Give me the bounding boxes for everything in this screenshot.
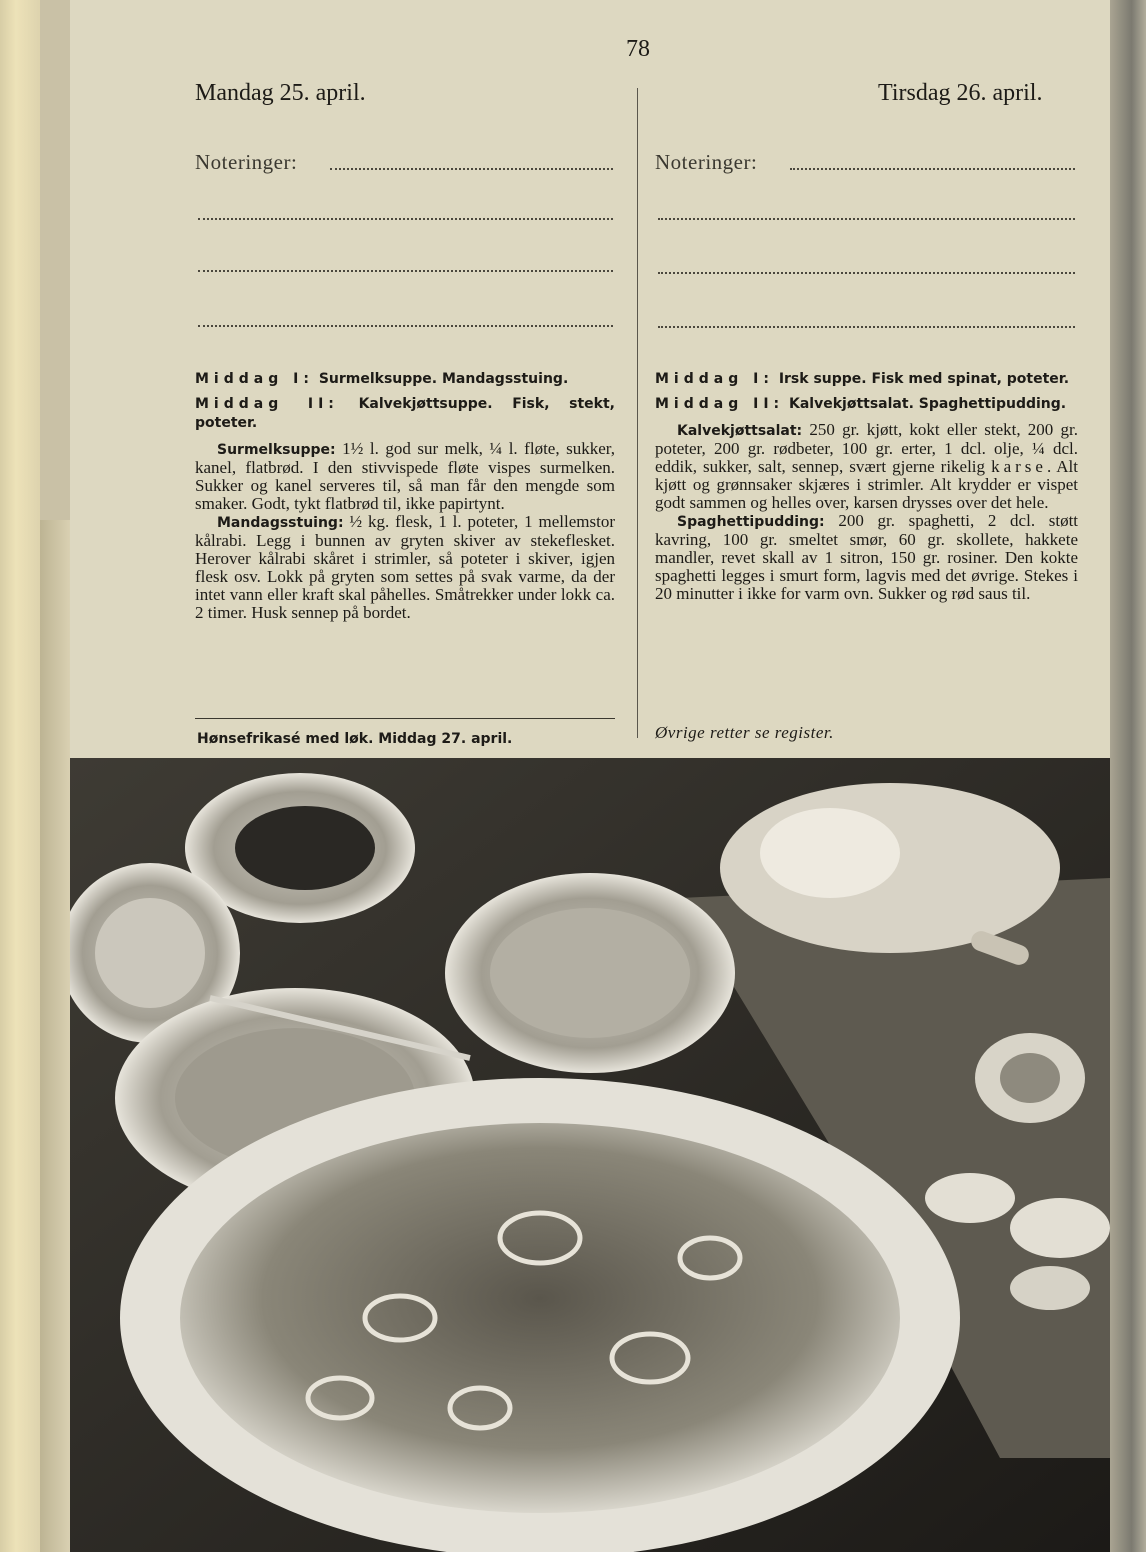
notes-label-right: Noteringer: [655, 150, 758, 174]
recipe-mandagsstuing: Mandagsstuing: ½ kg. flesk, 1 l. poteter, 1 mellemstor kålrabi. Legg i bunnen av gryten skiver av stekeflesket. Herover kålrabi skåret i strimler, så poteter i skiver, igjen flesk osv. Lokk på gryten som settes på svak varme, da der intet vann eller kraft skal påhelles. Småtrekker under lokk ca. 2 timer. Husk sennep på bordet. [195, 512, 615, 622]
left-column [195, 370, 615, 622]
notes-line [198, 270, 613, 272]
footer-left: Hønsefrikasé med løk. Middag 27. april. [197, 731, 513, 747]
right-column [655, 370, 1078, 603]
notes-line [330, 168, 613, 170]
notes-line [790, 168, 1075, 170]
menu-left-1: Middag I: Surmelksuppe. Mandagsstuing. [195, 371, 569, 387]
menu-left-2: Middag II: Kalvekjøttsuppe. Fisk, stekt, poteter. [195, 396, 615, 431]
recipe-kalvekjottsalat: Kalvekjøttsalat: 250 gr. kjøtt, kokt eller stekt, 200 gr. poteter, 200 gr. rødbeter, 100 gr. erter, 1 dcl. olje, ¼ dcl. eddik, sukker, salt, sennep, svært gjerne rikelig karse. Alt kjøtt og grønnsaker skjæres i strimler. Alt krydder er vispet godt sammen og helles over, karsen drysses over det hele. [655, 420, 1078, 512]
notes-line [658, 326, 1075, 328]
recipe-surmelksuppe: Surmelksuppe: 1½ l. god sur melk, ¼ l. fløte, sukker, kanel, flatbrød. I den stivvispede fløte vispes surmelken. Sukker og kanel serveres til, så man får den mengde som smaker. Godt, tykt flatbrød til, ikke papirtynt. [195, 439, 615, 513]
recipe-spaghettipudding: Spaghettipudding: 200 gr. spaghetti, 2 dcl. støtt kavring, 100 gr. smeltet smør, 60 gr. skollete, hakkete mandler, revet skall av 1 sitron, 150 gr. rosiner. Den kokte spaghetti legges i smurt form, lagvis med det øvrige. Stekes i 20 minutter i ikke for varm ovn. Sukker og rød saus til. [655, 511, 1079, 603]
notes-label-left: Noteringer: [195, 150, 298, 174]
date-right: Tirsdag 26. april. [878, 80, 1043, 106]
onion-slice [925, 1173, 1015, 1223]
menu-right-1: Middag I: Irsk suppe. Fisk med spinat, poteter. [655, 371, 1070, 387]
onion-slice [1010, 1198, 1110, 1258]
page-edge [1110, 0, 1146, 1552]
date-left: Mandag 25. april. [195, 80, 366, 106]
book-spine [0, 0, 40, 1552]
notes-line [658, 218, 1075, 220]
notes-line [658, 272, 1075, 274]
food-photo [70, 758, 1110, 1552]
page-stack-shadow [40, 520, 70, 1552]
notes-line [198, 325, 613, 327]
food-photo-illustration [70, 758, 1110, 1552]
page-number: 78 [626, 36, 650, 62]
footer-right: Øvrige retter se register. [655, 723, 834, 742]
notes-line [198, 218, 613, 220]
onion-slice [1010, 1266, 1090, 1310]
footer-rule [195, 718, 615, 719]
menu-right-2: Middag II: Kalvekjøttsalat. Spaghettipudding. [655, 396, 1067, 412]
column-divider [637, 88, 638, 738]
